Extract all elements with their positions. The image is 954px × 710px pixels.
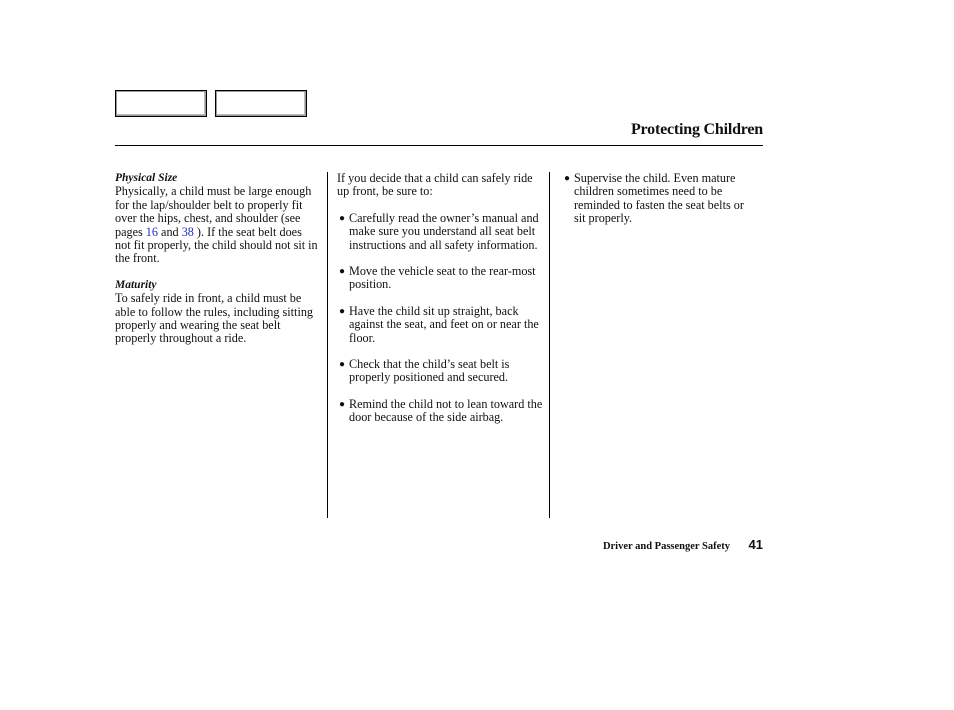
nav-button-index[interactable] <box>215 90 307 117</box>
list-item <box>337 305 543 345</box>
section-heading-physical-size: Physical Size <box>115 172 178 184</box>
list-item-text: Remind the child not to lean toward the door because of the side airbag. <box>349 396 543 425</box>
column-left <box>115 172 319 346</box>
list-item-text: Have the child sit up straight, back against the seat, and feet on or near the floor. <box>349 303 539 345</box>
bullet-icon: ● <box>339 266 346 278</box>
bullet-icon: ● <box>339 359 346 371</box>
list-item <box>337 212 543 252</box>
nav-button-contents[interactable] <box>115 90 207 117</box>
list-item-text: Move the vehicle seat to the rear-most position. <box>349 264 536 292</box>
page-title: Protecting Children <box>630 121 763 138</box>
list-item-text: Supervise the child. Even mature children sometimes need to be reminded to fasten the seat belts or sit properly. <box>574 171 744 226</box>
list-item <box>337 265 543 292</box>
header-rule <box>115 145 763 146</box>
list-item-text: Check that the child’s seat belt is properly positioned and secured. <box>349 357 510 385</box>
page-number: 41 <box>748 537 763 552</box>
list-item-text: Carefully read the owner’s manual and make sure you understand all seat belt instructions and all safety information. <box>349 210 539 252</box>
bullet-list <box>337 212 543 425</box>
column-middle <box>337 172 543 425</box>
physical-size-paragraph <box>115 185 319 265</box>
column-divider <box>327 172 328 518</box>
page-link-38[interactable]: 38 <box>181 224 194 239</box>
column-right <box>562 172 758 226</box>
paragraph-text: and <box>157 224 182 239</box>
paragraph-text: Physically, a child must be large enough for the lap/shoulder belt to properly fit over the hips, chest, and shoulder (see pages <box>115 184 312 239</box>
list-item <box>337 398 543 425</box>
footer-section-title: Driver and Passenger Safety <box>602 541 730 552</box>
bullet-icon: ● <box>339 398 346 410</box>
list-item <box>337 358 543 385</box>
column-divider <box>549 172 550 518</box>
page-link-16[interactable]: 16 <box>145 224 158 239</box>
intro-paragraph: If you decide that a child can safely ride up front, be sure to: <box>337 171 533 199</box>
bullet-icon: ● <box>339 212 346 224</box>
section-heading-maturity: Maturity <box>115 278 157 291</box>
bullet-icon: ● <box>564 173 571 184</box>
list-item <box>562 172 758 226</box>
maturity-paragraph: To safely ride in front, a child must be able to follow the rules, including sitting properly and wearing the seat belt properly throughout a ride. <box>115 291 314 346</box>
paragraph-text: ). If the seat belt does not fit properly, the child should not sit in the front. <box>115 224 318 266</box>
bullet-icon: ● <box>339 305 346 317</box>
